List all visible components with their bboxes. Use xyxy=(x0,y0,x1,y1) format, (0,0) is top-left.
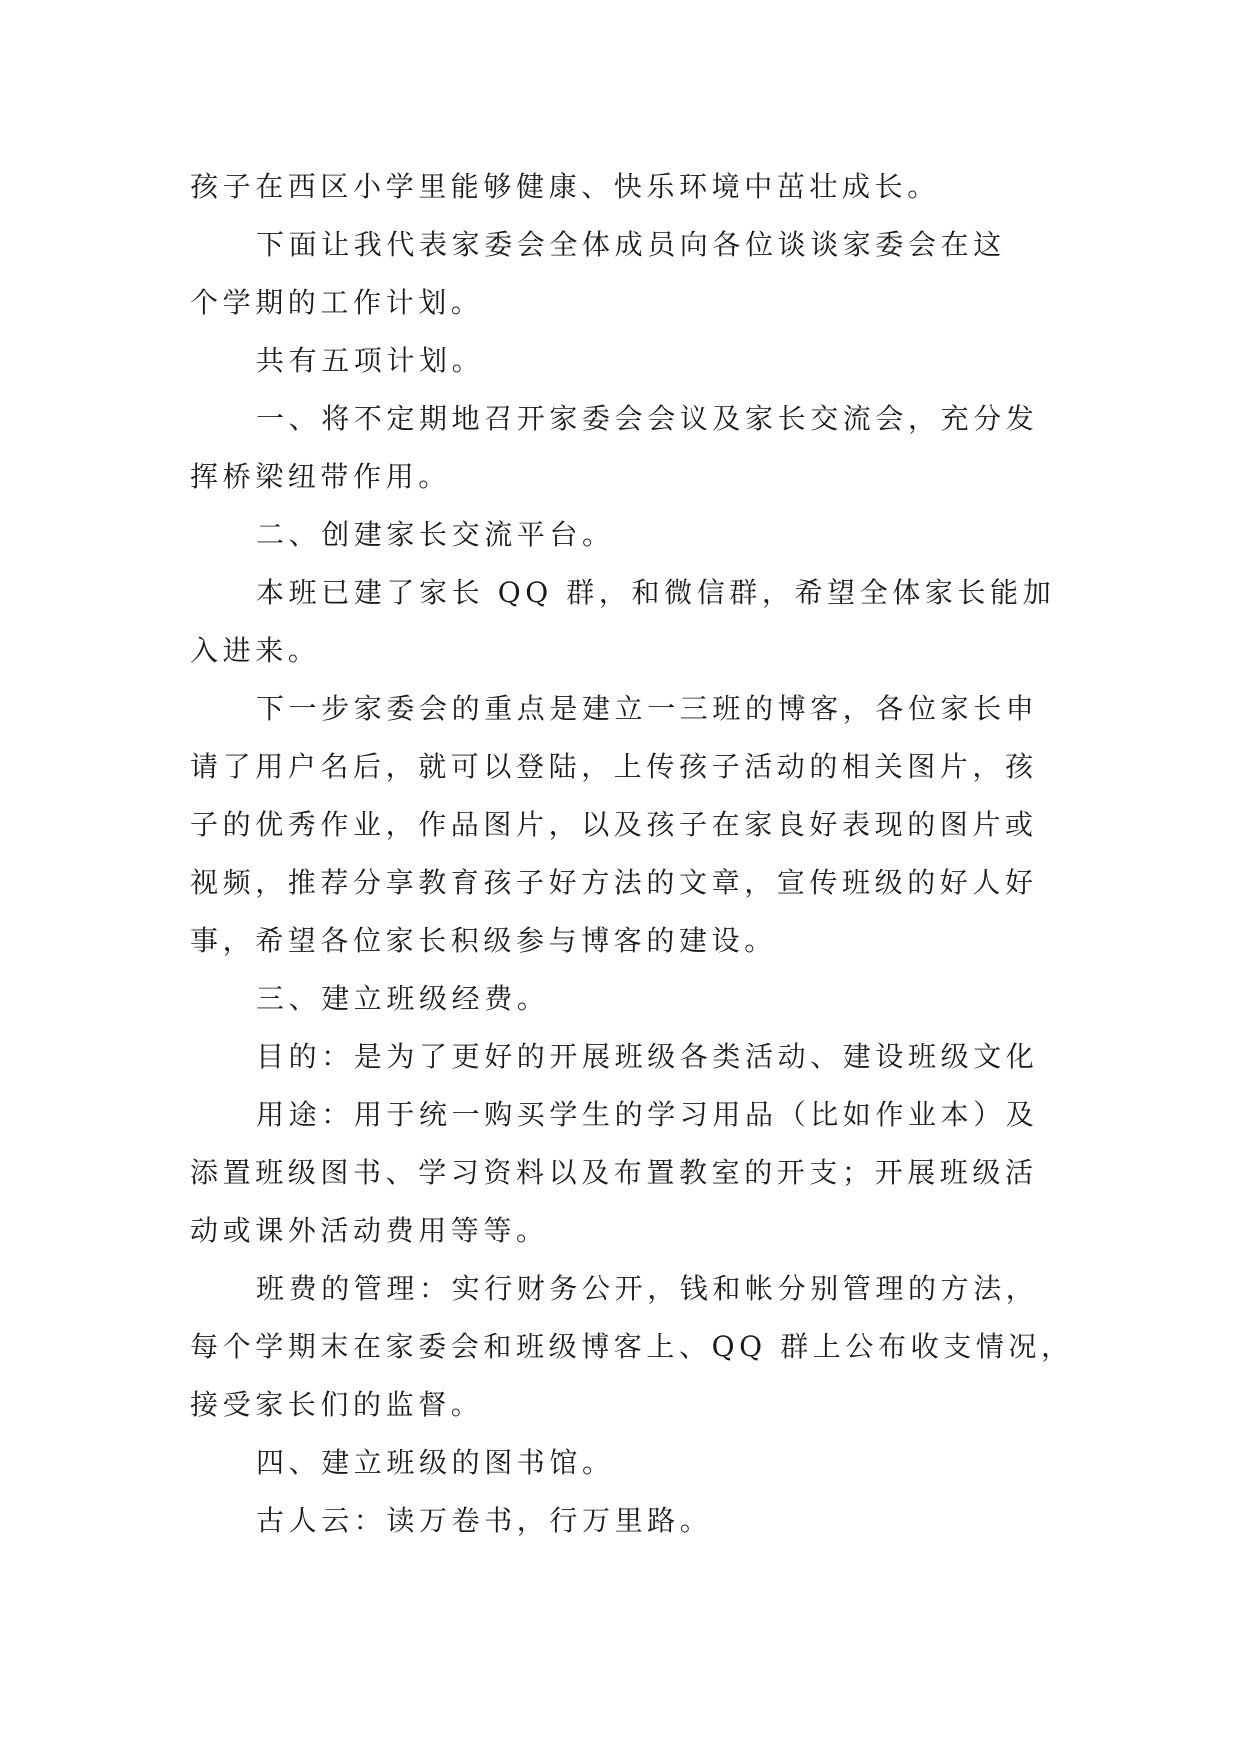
paragraph xyxy=(190,1028,1050,1086)
text-line: 事，希望各位家长积级参与博客的建设。 xyxy=(190,924,777,957)
text-line: 用途：用于统一购买学生的学习用品（比如作业本）及 xyxy=(256,1098,1039,1131)
text-line: 动或课外活动费用等等。 xyxy=(190,1214,549,1247)
paragraph xyxy=(190,332,1050,390)
text-line: 共有五项计划。 xyxy=(256,344,485,377)
text-line: 四、建立班级的图书馆。 xyxy=(256,1446,615,1479)
text-line: 添置班级图书、学习资料以及布置教室的开支；开展班级活 xyxy=(190,1156,1038,1189)
text-line: 三、建立班级经费。 xyxy=(256,982,550,1015)
text-line: 二、创建家长交流平台。 xyxy=(256,518,615,551)
text-line: 下面让我代表家委会全体成员向各位谈谈家委会在这 xyxy=(256,228,1006,261)
text-line: 古人云：读万卷书，行万里路。 xyxy=(256,1504,713,1537)
text-line: 请了用户名后，就可以登陆，上传孩子活动的相关图片，孩 xyxy=(190,750,1038,783)
text-line: 一、将不定期地召开家委会会议及家长交流会，充分发 xyxy=(256,402,1039,435)
document-body xyxy=(190,158,1074,1550)
text-line: 个学期的工作计划。 xyxy=(190,286,484,319)
text-line: 挥桥梁纽带作用。 xyxy=(190,460,451,493)
paragraph xyxy=(190,1260,1074,1434)
text-line: 本班已建了家长 QQ 群，和微信群，希望全体家长能加 xyxy=(256,576,1056,609)
paragraph xyxy=(190,390,1050,506)
text-line: 子的优秀作业，作品图片，以及孩子在家良好表现的图片或 xyxy=(190,808,1038,841)
paragraph xyxy=(190,564,1056,680)
paragraph xyxy=(190,158,1050,216)
text-line: 视频，推荐分享教育孩子好方法的文章，宣传班级的好人好 xyxy=(190,866,1038,899)
text-line: 班费的管理：实行财务公开，钱和帐分别管理的方法， xyxy=(256,1272,1039,1305)
paragraph xyxy=(190,970,1050,1028)
text-line: 孩子在西区小学里能够健康、快乐环境中茁壮成长。 xyxy=(190,170,940,203)
paragraph xyxy=(190,1434,1050,1492)
text-line: 接受家长们的监督。 xyxy=(190,1388,484,1421)
paragraph xyxy=(190,1086,1050,1260)
paragraph xyxy=(190,1492,1050,1550)
paragraph xyxy=(190,680,1050,970)
paragraph xyxy=(190,506,1050,564)
text-line: 下一步家委会的重点是建立一三班的博客，各位家长申 xyxy=(256,692,1039,725)
paragraph xyxy=(190,216,1050,332)
text-line: 入进来。 xyxy=(190,634,321,667)
text-line: 目的：是为了更好的开展班级各类活动、建设班级文化 xyxy=(256,1040,1039,1073)
text-line: 每个学期末在家委会和班级博客上、QQ 群上公布收支情况， xyxy=(190,1330,1074,1363)
